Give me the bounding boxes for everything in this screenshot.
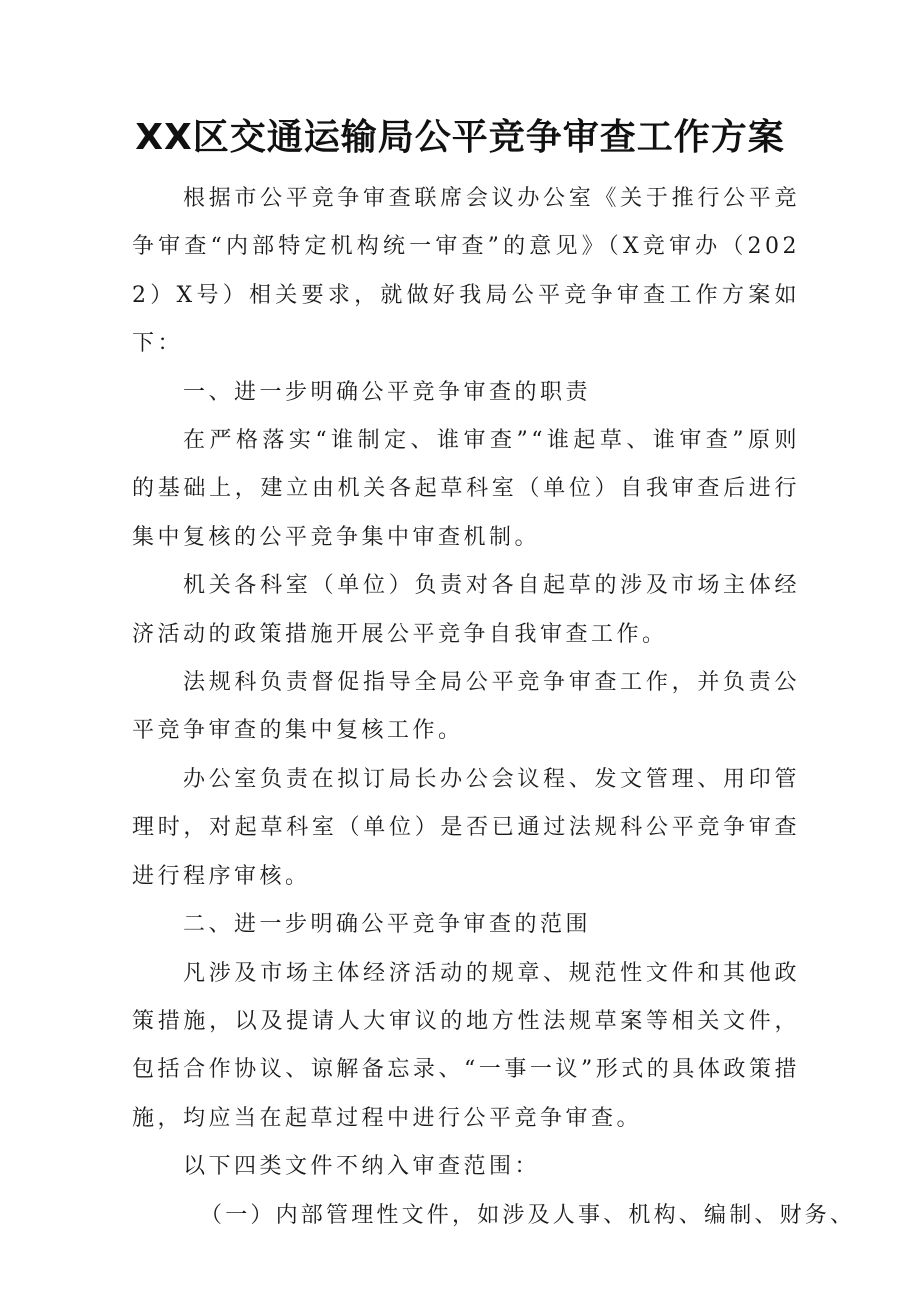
paragraph-exclusion-item-1: （一）内部管理性文件，如涉及人事、机构、编制、财务、 bbox=[200, 1202, 856, 1228]
paragraph-intro: 根据市公平竞争审查联席会议办公室《关于推行公平竞争审查“内部特定机构统一审查”的意见》（X竞审办（2022）X号）相关要求，就做好我局公平竞争审查工作方案如下： bbox=[132, 186, 800, 357]
section-heading-scope: 二、进一步明确公平竞争审查的范围 bbox=[183, 912, 592, 938]
document-body bbox=[132, 175, 856, 1240]
paragraph-review-mechanism: 在严格落实“谁制定、谁审查”“谁起草、谁审查”原则的基础上，建立由机关各起草科室（单位）自我审查后进行集中复核的公平竞争集中审查机制。 bbox=[132, 428, 800, 550]
paragraph-departments: 机关各科室（单位）负责对各自起草的涉及市场主体经济活动的政策措施开展公平竞争自我审查工作。 bbox=[132, 573, 800, 647]
section-heading-duties: 一、进一步明确公平竞争审查的职责 bbox=[183, 379, 592, 405]
paragraph-office: 办公室负责在拟订局长办公会议程、发文管理、用印管理时，对起草科室（单位）是否已通过法规科公平竞争审查进行程序审核。 bbox=[132, 766, 800, 889]
paragraph-legal-section: 法规科负责督促指导全局公平竞争审查工作，并负责公平竞争审查的集中复核工作。 bbox=[132, 670, 800, 744]
paragraph-exclusions: 以下四类文件不纳入审查范围： bbox=[183, 1154, 541, 1180]
document-title: XX区交通运输局公平竞争审查工作方案 bbox=[135, 117, 785, 158]
paragraph-scope: 凡涉及市场主体经济活动的规章、规范性文件和其他政策措施，以及提请人大审议的地方性法规草案等相关文件，包括合作协议、谅解备忘录、“一事一议”形式的具体政策措施，均应当在起草过程中进行公平竞争审查。 bbox=[132, 960, 800, 1131]
